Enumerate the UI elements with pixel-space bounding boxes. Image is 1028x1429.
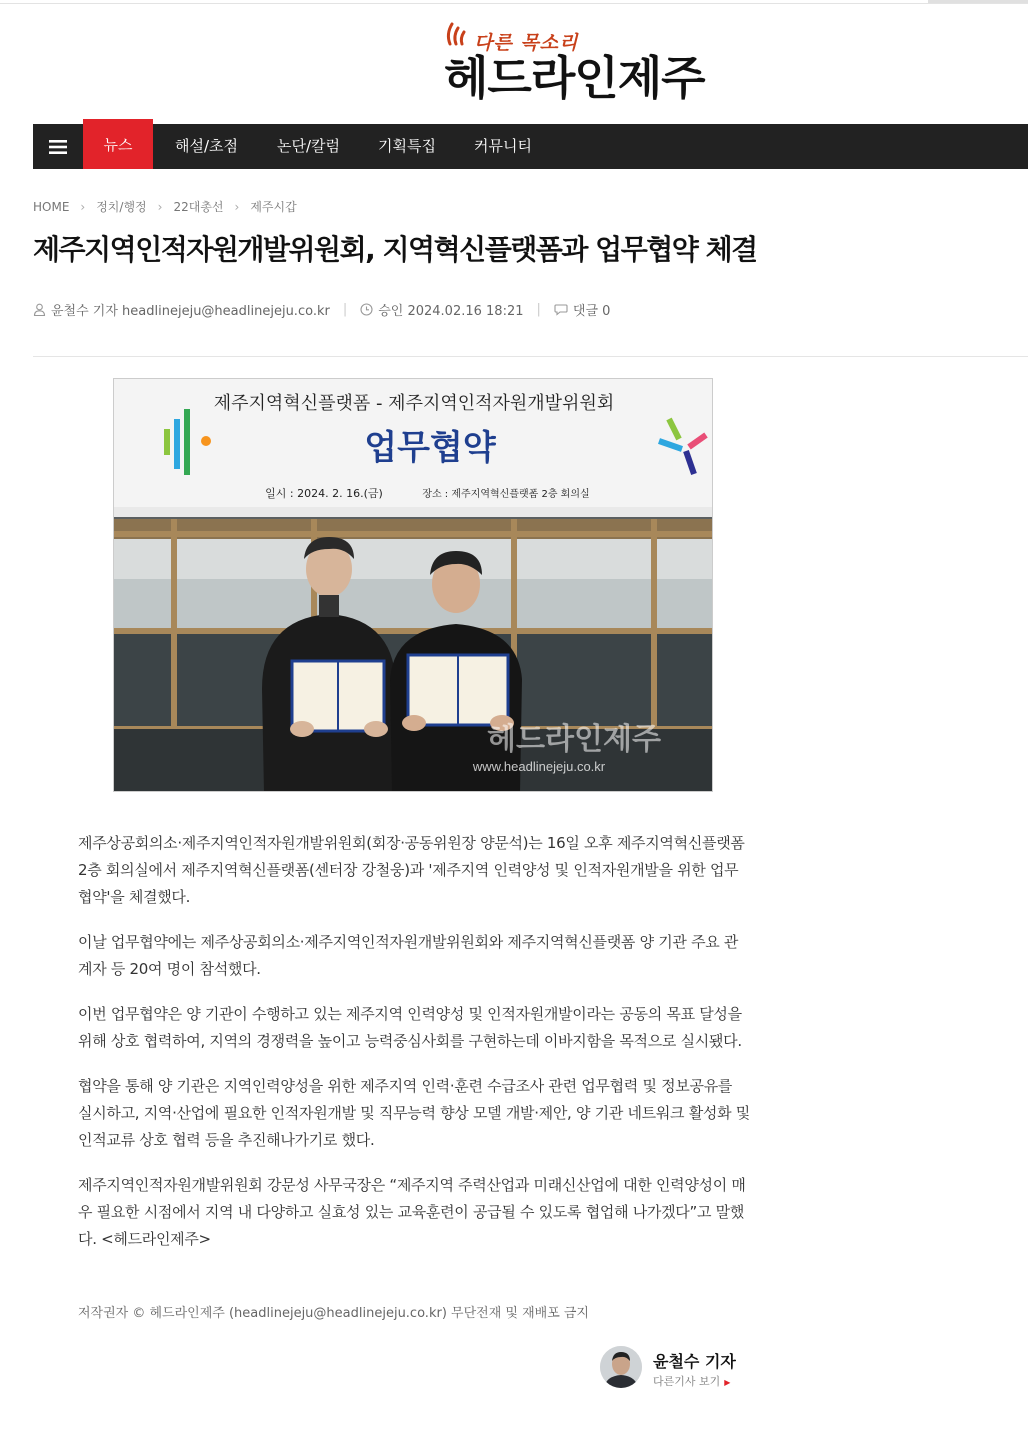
signal-waves-icon — [444, 20, 474, 50]
logo-slogan: 다른 목소리 — [474, 32, 579, 54]
breadcrumb — [33, 198, 297, 215]
reporter-name: 윤철수 기자 — [653, 1352, 736, 1371]
article-paragraph: 이날 업무협약에는 제주상공회의소·제주지역인적자원개발위원회와 제주지역혁신플랫폼 양 기관 주요 관계자 등 20여 명이 참석했다. — [78, 933, 739, 978]
hamburger-icon — [49, 140, 67, 154]
svg-text:장소 : 제주지역혁신플랫폼 2층 회의실: 장소 : 제주지역혁신플랫폼 2층 회의실 — [422, 489, 590, 500]
breadcrumb-section[interactable]: 정치/행정 — [96, 200, 147, 214]
article-paragraph: 이번 업무협약은 양 기관이 수행하고 있는 제주지역 인력양성 및 인적자원개발이라는 공동의 목표 달성을 위해 상호 협력하여, 지역의 경쟁력을 높이고 능력중심사회를 구현하는데 이바지함을 목적으로 실시됐다. — [78, 1005, 742, 1050]
nav-item-news[interactable]: 뉴스 — [83, 119, 153, 169]
article-paragraph: 제주상공회의소·제주지역인적자원개발위원회(회장·공동위원장 양문석)는 16일 오후 제주지역혁신플랫폼 2층 회의실에서 제주지역혁신플랫폼(센터장 강철웅)과 '제주지역 인력양성 및 인적자원개발을 위한 업무협약'을 체결했다. — [78, 834, 745, 906]
reporter-photo — [600, 1346, 642, 1388]
other-articles-label: 다른기사 보기 — [653, 1375, 721, 1388]
meta-divider: | — [536, 302, 541, 317]
article-meta — [33, 300, 610, 319]
svg-text:www.headlinejeju.co.kr: www.headlinejeju.co.kr — [472, 759, 606, 774]
article-photo[interactable] — [113, 378, 713, 792]
logo-name: 헤드라인제주 — [444, 51, 705, 105]
article-title: 제주지역인적자원개발위원회, 지역혁신플랫폼과 업무협약 체결 — [33, 233, 757, 266]
chevron-right-icon: › — [157, 199, 163, 214]
author-info — [33, 300, 330, 319]
svg-text:제주지역혁신플랫폼 - 제주지역인적자원개발위원회: 제주지역혁신플랫폼 - 제주지역인적자원개발위원회 — [213, 393, 615, 414]
reporter-avatar[interactable] — [600, 1346, 642, 1388]
copyright-notice: 저작권자 © 헤드라인제주 (headlinejeju@headlinejeju.co.kr) 무단전재 및 재배포 금지 — [78, 1306, 589, 1321]
photo-illustration — [114, 379, 713, 792]
chevron-right-icon: › — [234, 199, 240, 214]
breadcrumb-current[interactable]: 제주시갑 — [250, 200, 297, 214]
date-text: 승인 2024.02.16 18:21 — [378, 304, 524, 319]
comments-text: 댓글 0 — [572, 304, 611, 319]
site-logo[interactable] — [444, 20, 706, 112]
svg-text:일시 : 2024. 2. 16.(금): 일시 : 2024. 2. 16.(금) — [265, 487, 383, 500]
article-paragraph: 협약을 통해 양 기관은 지역인력양성을 위한 제주지역 인력·훈련 수급조사 관련 업무협력 및 정보공유를 실시하고, 지역·산업에 필요한 인적자원개발 및 직무능력 향상 모델 개발·제안, 양 기관 네트워크 활성화 및 인적교류 상호 협력 등을 추진해나가기로 했다. — [78, 1077, 750, 1149]
top-border-accent — [928, 0, 1028, 3]
clock-icon — [360, 303, 373, 316]
menu-button[interactable] — [33, 124, 83, 169]
nav-item-community[interactable]: 커뮤니티 — [474, 137, 532, 155]
header-divider — [33, 356, 1028, 357]
author-text: 윤철수 기자 headlinejeju@headlinejeju.co.kr — [51, 304, 330, 319]
nav-item-special[interactable]: 기획특집 — [378, 137, 436, 155]
comment-icon — [554, 303, 568, 316]
nav-item-analysis[interactable]: 해설/초점 — [175, 137, 239, 155]
nav-item-column[interactable]: 논단/칼럼 — [277, 137, 341, 155]
breadcrumb-subsection[interactable]: 22대총선 — [173, 200, 224, 214]
svg-text:헤드라인제주: 헤드라인제주 — [487, 722, 661, 757]
chevron-right-icon: › — [80, 199, 86, 214]
meta-divider: | — [342, 302, 348, 317]
main-nav — [33, 124, 1028, 169]
breadcrumb-home[interactable]: HOME — [33, 199, 70, 214]
svg-text:업무협약: 업무협약 — [364, 428, 496, 468]
user-icon — [33, 303, 46, 316]
comments-info[interactable] — [554, 300, 611, 319]
other-articles-link[interactable] — [653, 1373, 730, 1389]
date-info — [360, 300, 523, 319]
triangle-right-icon: ▶ — [724, 1378, 731, 1387]
top-border — [0, 3, 1028, 4]
article-paragraph: 제주지역인적자원개발위원회 강문성 사무국장은 “제주지역 주력산업과 미래신산업에 대한 인력양성이 매우 필요한 시점에서 지역 내 다양하고 실효성 있는 교육훈련이 공급될 수 있도록 협업해 나가겠다”고 말했다. <헤드라인제주> — [78, 1176, 746, 1248]
article-body — [78, 830, 750, 1271]
reporter-card — [600, 1346, 760, 1396]
